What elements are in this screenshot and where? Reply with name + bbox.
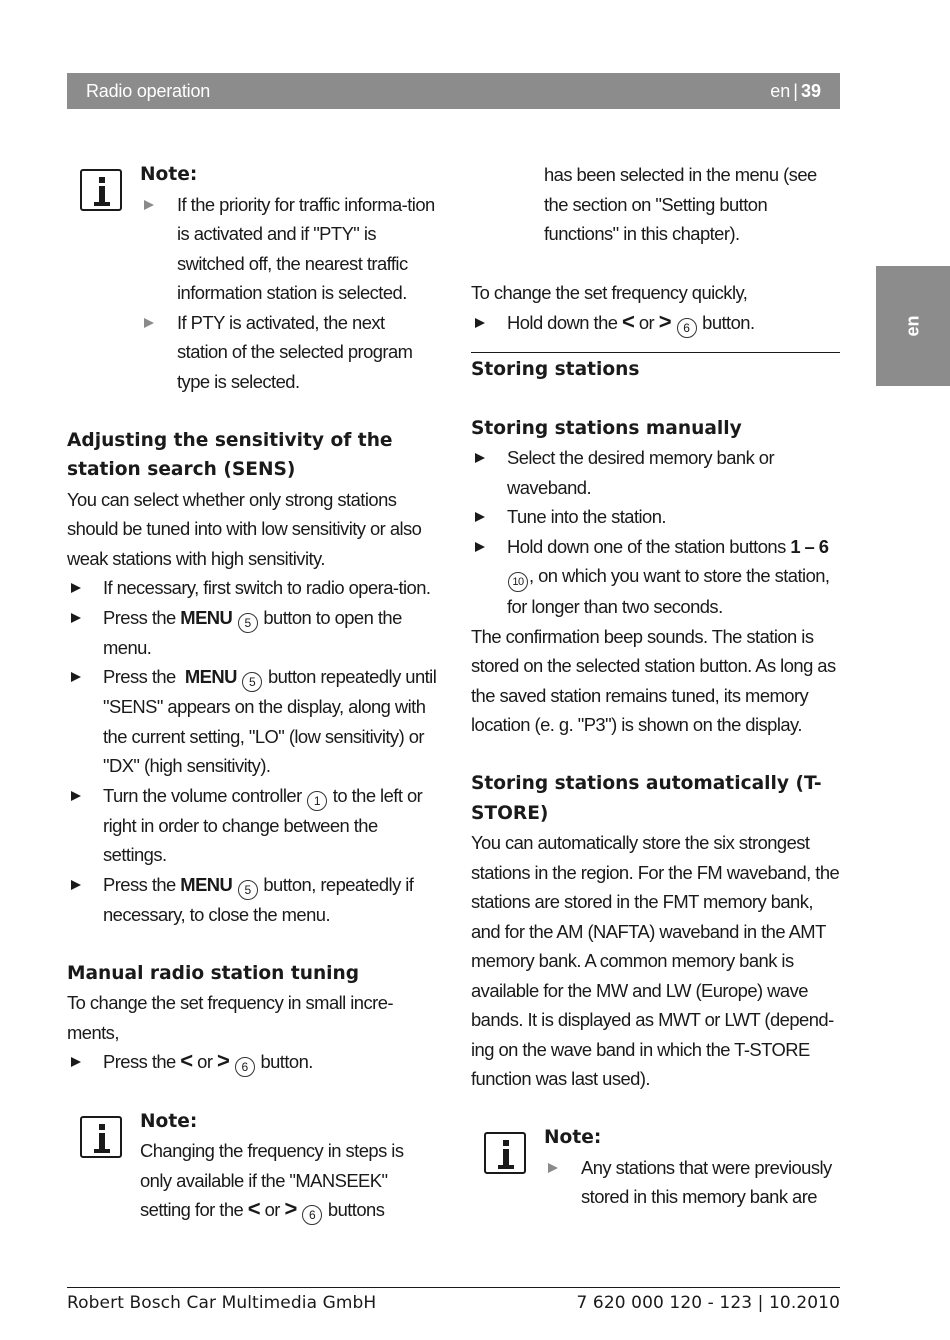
note-title: Note: xyxy=(140,1110,198,1132)
callout-number: 5 xyxy=(242,672,262,692)
storing-steps xyxy=(471,443,843,622)
list-item: If PTY is activated, the next station of the selected program type is selected. xyxy=(140,308,439,397)
info-icon xyxy=(484,1132,526,1174)
note-title: Note: xyxy=(140,164,198,185)
section-heading-storing: Storing stations xyxy=(471,358,640,380)
note-list xyxy=(140,190,439,397)
callout-number: 6 xyxy=(302,1205,322,1225)
bullet-triangle-icon xyxy=(144,200,154,210)
storing-result: The confirmation beep sounds. The station is stored on the selected station button. As long as the saved station remains tuned, its memory location (e. g. "P3") is shown on the display. xyxy=(471,625,836,735)
footer-divider xyxy=(67,1287,840,1288)
section-heading-manual-tuning: Manual radio station tuning xyxy=(67,962,360,984)
bullet-triangle-icon xyxy=(71,1057,81,1067)
note-box-priority xyxy=(67,160,439,396)
bullet-triangle-icon xyxy=(475,318,485,328)
bullet-triangle-icon xyxy=(71,583,81,593)
quick-change-intro: To change the set frequency quickly, xyxy=(471,282,748,303)
chevron-right-icon: > xyxy=(284,1196,297,1221)
quick-change-steps xyxy=(471,308,843,338)
page-number: 39 xyxy=(800,81,821,101)
list-item: Tune into the station. xyxy=(471,502,843,532)
chevron-right-icon: > xyxy=(217,1048,230,1073)
footer-doc-reference: 7 620 000 120 - 123 | 10.2010 xyxy=(576,1293,840,1313)
bullet-triangle-icon xyxy=(548,1163,558,1173)
page-header xyxy=(67,73,840,109)
language-side-tab xyxy=(876,266,950,386)
note-list xyxy=(544,1153,843,1212)
bullet-triangle-icon xyxy=(71,880,81,890)
callout-number: 6 xyxy=(235,1057,255,1077)
header-separator: | xyxy=(793,81,798,101)
list-item: Select the desired memory bank or waveband. xyxy=(471,443,843,502)
manual-intro: To change the set frequency in small incre-ments, xyxy=(67,992,393,1043)
callout-number: 5 xyxy=(238,880,258,900)
callout-number: 5 xyxy=(238,613,258,633)
list-item: Hold down one of the station buttons 1 – 6 10 , on which you want to store the station, for longer than two seconds. xyxy=(471,532,843,622)
list-item: If the priority for traffic informa-tion is activated and if "PTY" is switched off, the nearest traffic information station is selected. xyxy=(140,190,439,308)
list-item: Hold down the < or > 6 button. xyxy=(471,308,843,338)
bullet-triangle-icon xyxy=(71,672,81,682)
subheading-storing-manually: Storing stations manually xyxy=(471,417,742,439)
bullet-triangle-icon xyxy=(475,542,485,552)
menu-button-label: MENU xyxy=(184,666,237,687)
sens-intro: You can select whether only strong stations should be tuned into with low sensitivity or also weak stations with high sensitivity. xyxy=(67,488,422,569)
list-item: Turn the volume controller 1 to the left or right in order to change between the settings. xyxy=(67,781,439,870)
station-buttons-range: 1 – 6 xyxy=(790,535,829,557)
list-item: Press the MENU 5 button repeatedly until "SENS" appears on the display, along with the current setting, "LO" (low sensitivity) or "DX" (high sensitivity). xyxy=(67,662,439,781)
list-item: Press the < or > 6 button. xyxy=(67,1047,439,1077)
right-column xyxy=(471,160,843,1212)
callout-number: 10 xyxy=(508,572,528,592)
footer-company: Robert Bosch Car Multimedia GmbH xyxy=(67,1293,377,1313)
page-indicator xyxy=(770,73,821,109)
note-continuation: has been selected in the menu (see the section on "Setting button functions" in this chapter). xyxy=(544,164,817,244)
note-title: Note: xyxy=(544,1127,602,1148)
bullet-triangle-icon xyxy=(475,512,485,522)
info-icon xyxy=(80,1116,122,1158)
bullet-triangle-icon xyxy=(144,318,154,328)
callout-number: 1 xyxy=(307,791,327,811)
bullet-triangle-icon xyxy=(71,613,81,623)
chevron-left-icon: < xyxy=(622,308,635,334)
section-title: Radio operation xyxy=(86,81,211,101)
manual-steps xyxy=(67,1047,439,1077)
list-item: If necessary, first switch to radio opera-tion. xyxy=(67,573,439,603)
list-item: Press the MENU 5 button to open the menu. xyxy=(67,603,439,663)
section-heading-auto-store: Storing stations automatically (T-STORE) xyxy=(471,773,822,824)
info-icon xyxy=(80,169,122,211)
side-tab-label: en xyxy=(902,315,923,337)
menu-button-label: MENU xyxy=(180,606,233,628)
section-heading-sens: Adjusting the sensitivity of the station search (SENS) xyxy=(67,429,393,480)
note-text: Changing the frequency in steps is only available if the "MANSEEK" setting for the < or > 6 buttons xyxy=(140,1136,439,1225)
list-item: Press the MENU 5 button, repeatedly if necessary, to close the menu. xyxy=(67,870,439,930)
chevron-left-icon: < xyxy=(247,1196,261,1221)
bullet-triangle-icon xyxy=(475,453,485,463)
sens-steps xyxy=(67,573,439,929)
note-box-memory-bank xyxy=(471,1123,843,1212)
chevron-right-icon: > xyxy=(658,308,672,334)
auto-store-text: You can automatically store the six strongest stations in the region. For the FM waveband, the stations are stored in the FMT memory bank, and for the AM (NAFTA) waveband in the AMT memory bank. A common memory bank is available for the MW and LW (Europe) wave bands. It is displayed as MWT or LWT (depend-ing on the wave band in which the T-STORE function was last used). xyxy=(471,832,840,1089)
chevron-left-icon: < xyxy=(180,1048,193,1073)
left-column xyxy=(67,160,439,1225)
bullet-triangle-icon xyxy=(71,791,81,801)
menu-button-label: MENU xyxy=(180,873,233,895)
list-item: Any stations that were previously stored in this memory bank are xyxy=(544,1153,843,1212)
callout-number: 6 xyxy=(677,318,697,338)
language-code: en xyxy=(770,81,791,101)
note-box-manseek xyxy=(67,1107,439,1226)
